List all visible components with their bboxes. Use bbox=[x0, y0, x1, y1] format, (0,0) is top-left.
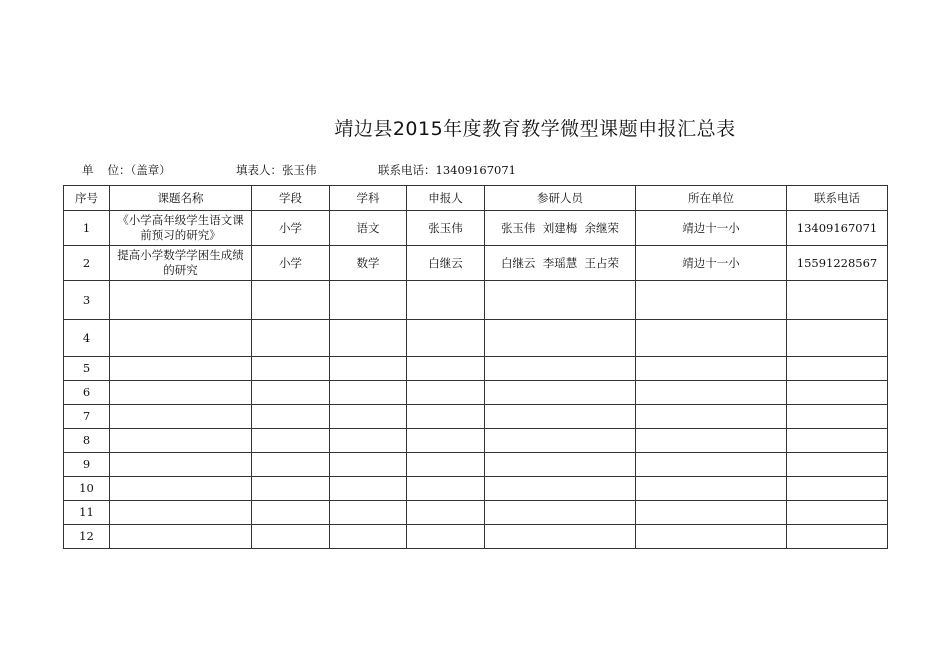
table-cell: 白继云 bbox=[407, 246, 485, 281]
table-cell bbox=[330, 320, 407, 357]
phone-label: 联系电话： bbox=[378, 163, 436, 177]
table-row bbox=[64, 405, 888, 429]
table-cell bbox=[787, 477, 888, 501]
table-cell: 提高小学数学学困生成绩的研究 bbox=[110, 246, 252, 281]
header-cell: 学段 bbox=[252, 186, 330, 211]
table-cell bbox=[330, 501, 407, 525]
table-cell bbox=[636, 501, 787, 525]
filler-field bbox=[236, 162, 317, 178]
table-cell bbox=[407, 320, 485, 357]
table-row bbox=[64, 381, 888, 405]
table-row bbox=[64, 477, 888, 501]
table-cell bbox=[787, 525, 888, 549]
table-cell bbox=[330, 525, 407, 549]
table-cell bbox=[110, 320, 252, 357]
table-cell: 张玉伟 刘建梅 余继荣 bbox=[485, 211, 636, 246]
table-cell bbox=[330, 357, 407, 381]
table-cell bbox=[252, 320, 330, 357]
table-cell bbox=[636, 453, 787, 477]
table-cell bbox=[787, 281, 888, 320]
table-cell: 13409167071 bbox=[787, 211, 888, 246]
table-cell: 12 bbox=[64, 525, 110, 549]
table-cell bbox=[485, 357, 636, 381]
table-row bbox=[64, 357, 888, 381]
table-cell: 11 bbox=[64, 501, 110, 525]
table-cell bbox=[110, 429, 252, 453]
filler-value: 张玉伟 bbox=[282, 163, 317, 177]
table-cell: 小学 bbox=[252, 211, 330, 246]
table-cell bbox=[636, 405, 787, 429]
table-header-row bbox=[64, 186, 888, 211]
table-cell bbox=[787, 453, 888, 477]
table-cell bbox=[485, 429, 636, 453]
table-cell bbox=[636, 320, 787, 357]
table-cell bbox=[252, 453, 330, 477]
table-cell bbox=[110, 525, 252, 549]
table-cell bbox=[252, 525, 330, 549]
document-title: 靖边县2015年度教育教学微型课题申报汇总表 bbox=[334, 118, 736, 140]
table-row bbox=[64, 453, 888, 477]
table-cell bbox=[485, 525, 636, 549]
table-cell bbox=[407, 501, 485, 525]
table-cell bbox=[252, 501, 330, 525]
table-row bbox=[64, 429, 888, 453]
filler-label: 填表人： bbox=[236, 163, 282, 177]
table-cell bbox=[252, 281, 330, 320]
table-row bbox=[64, 525, 888, 549]
table-cell: 15591228567 bbox=[787, 246, 888, 281]
table-cell bbox=[110, 501, 252, 525]
table-cell bbox=[252, 477, 330, 501]
table-cell bbox=[110, 477, 252, 501]
header-cell: 申报人 bbox=[407, 186, 485, 211]
table-cell bbox=[636, 429, 787, 453]
table-cell: 1 bbox=[64, 211, 110, 246]
table-cell: 2 bbox=[64, 246, 110, 281]
table-cell bbox=[485, 477, 636, 501]
table-cell bbox=[407, 405, 485, 429]
table-cell bbox=[485, 453, 636, 477]
table-row bbox=[64, 211, 888, 246]
table-cell bbox=[407, 453, 485, 477]
table-cell bbox=[485, 381, 636, 405]
table-cell bbox=[330, 453, 407, 477]
table-cell bbox=[330, 429, 407, 453]
table-cell bbox=[252, 429, 330, 453]
table-cell: 数学 bbox=[330, 246, 407, 281]
header-cell: 学科 bbox=[330, 186, 407, 211]
table-cell: 8 bbox=[64, 429, 110, 453]
table-cell bbox=[407, 381, 485, 405]
table-row bbox=[64, 281, 888, 320]
unit-label: 单 bbox=[82, 163, 94, 177]
table-row bbox=[64, 246, 888, 281]
table-cell: 靖边十一小 bbox=[636, 211, 787, 246]
table-cell: 5 bbox=[64, 357, 110, 381]
table-cell bbox=[407, 281, 485, 320]
table-cell: 白继云 李瑶慧 王占荣 bbox=[485, 246, 636, 281]
unit-value: （盖章） bbox=[130, 163, 171, 177]
table-cell bbox=[485, 281, 636, 320]
table-cell bbox=[407, 477, 485, 501]
table-cell bbox=[252, 381, 330, 405]
table-cell bbox=[636, 477, 787, 501]
table-cell: 语文 bbox=[330, 211, 407, 246]
table-cell bbox=[787, 357, 888, 381]
table-cell: 7 bbox=[64, 405, 110, 429]
table-row bbox=[64, 501, 888, 525]
table-cell: 4 bbox=[64, 320, 110, 357]
table-cell bbox=[485, 501, 636, 525]
table-cell bbox=[330, 405, 407, 429]
table-cell bbox=[787, 320, 888, 357]
table-cell bbox=[330, 477, 407, 501]
table-cell bbox=[252, 405, 330, 429]
table-cell bbox=[407, 429, 485, 453]
phone-value: 13409167071 bbox=[435, 163, 516, 177]
table-cell bbox=[787, 405, 888, 429]
unit-label-2: 位： bbox=[107, 163, 131, 177]
table-cell: 小学 bbox=[252, 246, 330, 281]
header-cell: 课题名称 bbox=[110, 186, 252, 211]
table-cell bbox=[407, 357, 485, 381]
table-cell bbox=[787, 501, 888, 525]
table-cell: 3 bbox=[64, 281, 110, 320]
table-cell: 6 bbox=[64, 381, 110, 405]
table-cell bbox=[252, 357, 330, 381]
table-cell: 10 bbox=[64, 477, 110, 501]
header-cell: 所在单位 bbox=[636, 186, 787, 211]
table-cell bbox=[636, 281, 787, 320]
table-cell bbox=[110, 405, 252, 429]
table-cell bbox=[110, 357, 252, 381]
summary-table bbox=[63, 185, 888, 549]
table-cell bbox=[485, 405, 636, 429]
table-cell bbox=[330, 381, 407, 405]
header-cell: 序号 bbox=[64, 186, 110, 211]
table-cell bbox=[485, 320, 636, 357]
table-cell bbox=[636, 525, 787, 549]
table-row bbox=[64, 320, 888, 357]
table-cell: 张玉伟 bbox=[407, 211, 485, 246]
table-cell: 《小学高年级学生语文课前预习的研究》 bbox=[110, 211, 252, 246]
header-cell: 联系电话 bbox=[787, 186, 888, 211]
table-cell bbox=[110, 281, 252, 320]
header-cell: 参研人员 bbox=[485, 186, 636, 211]
table-cell bbox=[636, 381, 787, 405]
table-cell bbox=[407, 525, 485, 549]
phone-field bbox=[378, 162, 516, 178]
table-cell bbox=[330, 281, 407, 320]
table-cell: 9 bbox=[64, 453, 110, 477]
table-cell: 靖边十一小 bbox=[636, 246, 787, 281]
table-cell bbox=[636, 357, 787, 381]
unit-field bbox=[82, 162, 171, 178]
table-cell bbox=[110, 381, 252, 405]
table-cell bbox=[787, 381, 888, 405]
table-cell bbox=[110, 453, 252, 477]
table-cell bbox=[787, 429, 888, 453]
